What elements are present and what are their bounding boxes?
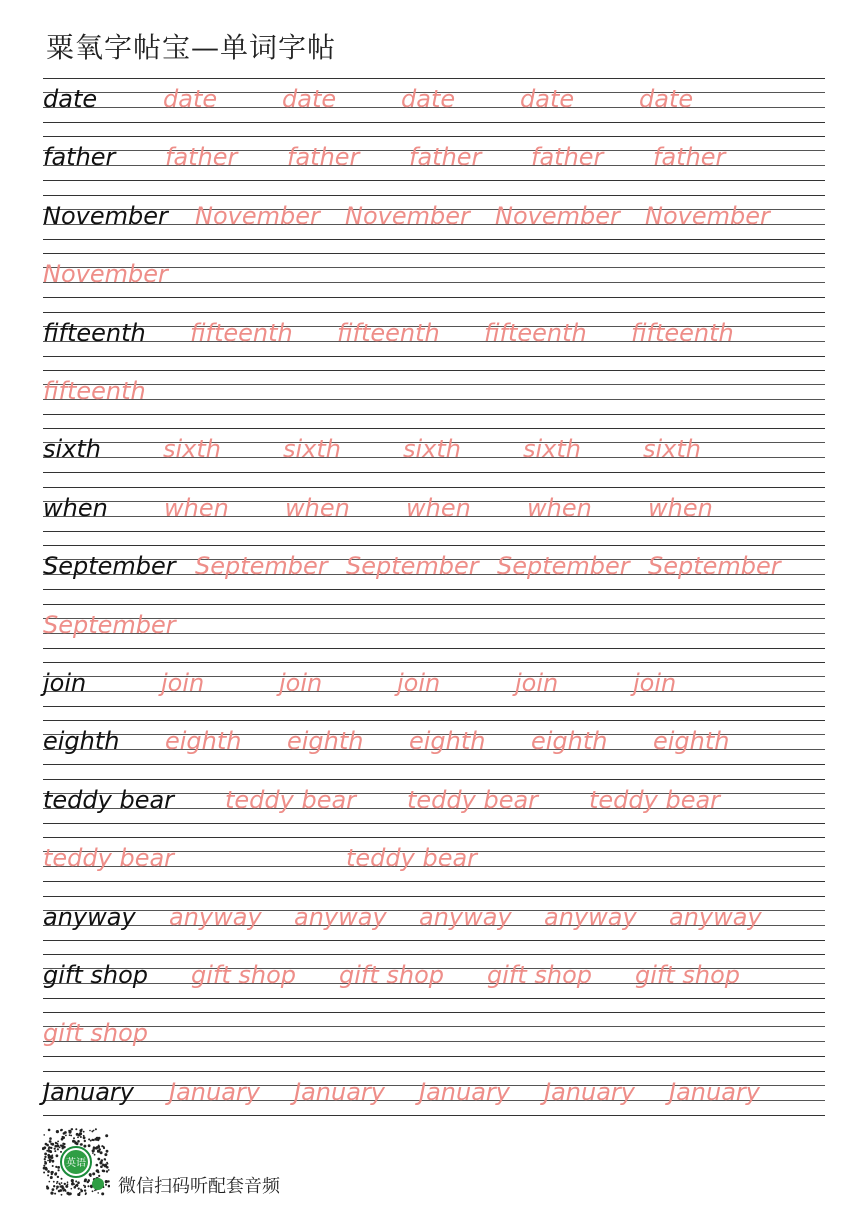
qr-dot <box>85 1193 87 1195</box>
trace-word: November <box>195 201 320 230</box>
qr-dot <box>91 1130 93 1132</box>
qr-dot <box>80 1189 82 1191</box>
ruled-line <box>43 487 825 488</box>
ruled-line <box>43 195 825 196</box>
qr-dot <box>61 1178 63 1180</box>
trace-word: January <box>294 1077 385 1106</box>
qr-dot <box>60 1151 62 1153</box>
qr-dot <box>94 1154 96 1156</box>
trace-word: join <box>515 669 559 697</box>
qr-dot <box>61 1194 63 1196</box>
qr-dot <box>48 1156 51 1159</box>
qr-dot <box>64 1183 66 1185</box>
qr-dot <box>84 1180 86 1182</box>
trace-word: date <box>282 85 337 113</box>
qr-dot <box>101 1159 104 1162</box>
trace-word: sixth <box>163 435 221 464</box>
trace-word: date <box>520 85 575 113</box>
qr-dot <box>76 1185 78 1187</box>
qr-dot <box>99 1161 102 1164</box>
qr-dot <box>92 1149 95 1152</box>
ruled-line <box>43 881 825 882</box>
qr-dot <box>103 1146 105 1148</box>
qr-dot <box>74 1186 77 1189</box>
qr-dot <box>45 1161 47 1163</box>
trace-word: gift shop <box>191 961 297 989</box>
ruled-line <box>43 472 825 473</box>
ruled-line <box>43 136 825 137</box>
qr-dot <box>88 1144 91 1147</box>
qr-dot <box>47 1174 49 1176</box>
qr-dot <box>104 1153 107 1156</box>
qr-dot <box>46 1144 49 1147</box>
qr-dot <box>47 1170 50 1173</box>
qr-dot <box>54 1148 56 1150</box>
practice-row <box>43 662 825 707</box>
qr-dot <box>49 1181 51 1183</box>
ruled-line <box>43 414 825 415</box>
trace-word: fifteenth <box>190 318 293 347</box>
trace-word: gift shop <box>487 961 593 989</box>
ruled-line <box>43 531 825 532</box>
qr-dot <box>100 1151 103 1154</box>
qr-dot <box>83 1145 86 1148</box>
trace-word: father <box>287 143 360 172</box>
qr-dot <box>106 1170 108 1172</box>
qr-dot <box>58 1169 60 1171</box>
qr-dot <box>103 1170 106 1173</box>
qr-dot <box>108 1169 110 1171</box>
trace-word: September <box>346 552 479 581</box>
trace-word: teddy bear <box>43 844 175 873</box>
trace-word: November <box>495 201 620 230</box>
trace-word: January <box>419 1077 510 1106</box>
ruled-line <box>43 764 825 765</box>
qr-dot <box>51 1171 54 1174</box>
practice-row <box>43 487 825 532</box>
practice-row <box>43 779 825 824</box>
trace-word: father <box>409 143 482 172</box>
page-title: 粟氧字帖宝—单词字帖 <box>46 31 337 64</box>
trace-word: sixth <box>643 435 701 464</box>
ruled-line <box>43 706 825 707</box>
model-word: gift shop <box>43 961 149 989</box>
ruled-line <box>43 662 825 663</box>
trace-word: fifteenth <box>337 318 440 347</box>
qr-dot <box>97 1192 99 1194</box>
practice-row <box>43 720 825 765</box>
qr-dot <box>43 1134 45 1136</box>
qr-dot <box>90 1140 92 1142</box>
qr-dot <box>51 1154 53 1156</box>
trace-word: January <box>669 1077 760 1106</box>
qr-dot <box>49 1137 52 1140</box>
trace-word: join <box>633 669 677 697</box>
qr-dot <box>84 1186 86 1188</box>
qr-dot <box>71 1183 74 1186</box>
qr-dot <box>107 1163 109 1165</box>
ruled-line <box>43 837 825 838</box>
qr-dot <box>77 1181 80 1184</box>
trace-word: eighth <box>531 727 608 756</box>
trace-word: father <box>531 143 604 172</box>
qr-dot <box>49 1159 52 1162</box>
trace-word: eighth <box>287 727 364 756</box>
trace-word: join <box>397 669 441 697</box>
trace-word: teddy bear <box>225 785 357 814</box>
trace-word: September <box>497 552 630 581</box>
practice-row <box>43 136 825 181</box>
model-word: November <box>43 201 168 230</box>
qr-dot <box>46 1150 48 1152</box>
qr-dot <box>107 1180 109 1182</box>
qr-dot <box>63 1146 66 1149</box>
ruled-line <box>43 122 825 123</box>
trace-word: father <box>165 143 238 172</box>
trace-word: teddy bear <box>346 844 478 873</box>
qr-dot <box>50 1156 53 1159</box>
qr-dot <box>65 1135 67 1137</box>
trace-word: sixth <box>523 435 581 464</box>
qr-dot <box>56 1181 58 1183</box>
qr-dot <box>50 1150 52 1152</box>
qr-dot <box>50 1176 53 1179</box>
qr-dot <box>105 1159 107 1161</box>
ruled-line <box>43 253 825 254</box>
qr-dot <box>52 1160 55 1163</box>
qr-dot <box>64 1131 67 1134</box>
model-word: sixth <box>43 435 101 464</box>
ruled-line <box>43 384 825 385</box>
trace-word: gift shop <box>339 961 445 989</box>
practice-row <box>43 954 825 999</box>
qr-dot <box>56 1130 59 1133</box>
qr-dot <box>57 1148 59 1150</box>
qr-dot <box>75 1180 77 1182</box>
qr-dot <box>89 1130 91 1132</box>
practice-row <box>43 428 825 473</box>
qr-dot <box>90 1175 92 1177</box>
trace-word: teddy bear <box>589 785 721 814</box>
ruled-line <box>43 823 825 824</box>
ruled-line <box>43 648 825 649</box>
qr-dot <box>96 1164 99 1167</box>
practice-row <box>43 1071 825 1116</box>
qr-dot <box>71 1188 73 1190</box>
trace-word: January <box>544 1077 635 1106</box>
trace-word: September <box>43 610 176 639</box>
qr-dot <box>80 1136 82 1138</box>
qr-dot <box>76 1142 79 1145</box>
qr-dot <box>97 1150 100 1153</box>
trace-word: November <box>645 201 770 230</box>
qr-dot <box>63 1143 65 1145</box>
trace-word: gift shop <box>635 961 741 989</box>
ruled-line <box>43 239 825 240</box>
qr-dot <box>55 1166 57 1168</box>
qr-dot <box>108 1185 110 1188</box>
practice-row <box>43 1012 825 1057</box>
ruled-line <box>43 998 825 999</box>
qr-dot <box>69 1192 72 1195</box>
trace-word: fifteenth <box>631 318 734 347</box>
ruled-line <box>43 1012 825 1013</box>
ruled-line <box>43 779 825 780</box>
qr-dot <box>43 1165 45 1167</box>
qr-dot <box>54 1193 56 1195</box>
qr-dot <box>49 1140 52 1143</box>
ruled-line <box>43 428 825 429</box>
qr-dot <box>71 1179 74 1182</box>
trace-word: join <box>161 669 205 697</box>
qr-dot <box>101 1192 104 1195</box>
qr-dot <box>67 1181 69 1183</box>
trace-word: anyway <box>294 902 387 931</box>
trace-word: father <box>653 143 726 172</box>
qr-dot <box>50 1147 52 1149</box>
trace-word: date <box>163 85 218 113</box>
qr-dot <box>100 1165 103 1168</box>
ruled-line <box>43 954 825 955</box>
qr-dot <box>92 1152 94 1154</box>
qr-dot <box>63 1190 65 1192</box>
qr-dot <box>84 1140 86 1142</box>
trace-word: when <box>164 493 229 522</box>
ruled-line <box>43 940 825 941</box>
qr-dot <box>43 1172 45 1174</box>
trace-word: anyway <box>169 902 262 931</box>
qr-dot <box>92 1172 95 1175</box>
ruled-line <box>43 1026 825 1027</box>
trace-word: sixth <box>403 435 461 464</box>
trace-word: anyway <box>669 902 762 931</box>
ruled-line <box>43 545 825 546</box>
trace-word: join <box>279 669 323 697</box>
qr-dot <box>56 1186 59 1189</box>
qr-dot <box>97 1158 100 1161</box>
qr-dot <box>44 1158 46 1160</box>
qr-dot <box>79 1129 82 1132</box>
qr-dot <box>58 1190 61 1193</box>
ruled-line <box>43 720 825 721</box>
model-word: eighth <box>43 727 120 756</box>
trace-word: when <box>648 493 713 522</box>
qr-dot <box>69 1131 72 1134</box>
trace-word: January <box>169 1077 260 1106</box>
ruled-line <box>43 297 825 298</box>
ruled-line <box>43 180 825 181</box>
footer-caption: 微信扫码听配套音频 <box>118 1176 280 1197</box>
ruled-line <box>43 1115 825 1116</box>
qr-dot <box>60 1129 62 1131</box>
trace-word: when <box>406 493 471 522</box>
qr-dot <box>57 1141 59 1143</box>
ruled-line <box>43 356 825 357</box>
qr-badge-label: 英语 <box>66 1158 86 1169</box>
qr-dot <box>94 1190 96 1192</box>
practice-row <box>43 195 825 240</box>
trace-word: gift shop <box>43 1019 149 1048</box>
trace-word: anyway <box>544 902 637 931</box>
trace-word: date <box>639 85 694 113</box>
qr-dot <box>48 1129 51 1132</box>
qr-dot <box>80 1143 83 1146</box>
qr-dot <box>60 1185 62 1187</box>
qr-dot <box>57 1166 60 1169</box>
practice-row <box>43 78 825 123</box>
model-word: fifteenth <box>43 318 146 347</box>
practice-row <box>43 312 825 357</box>
model-word: join <box>43 669 87 697</box>
trace-word: fifteenth <box>43 377 146 405</box>
qr-dot <box>93 1139 95 1141</box>
qr-dot <box>105 1134 108 1137</box>
qr-dot <box>76 1133 79 1136</box>
qr-dot <box>84 1189 86 1191</box>
qr-dot <box>105 1184 107 1186</box>
qr-dot <box>83 1136 86 1139</box>
trace-word: teddy bear <box>407 785 539 814</box>
qr-dot <box>88 1185 90 1187</box>
practice-row <box>43 545 825 590</box>
trace-word: when <box>285 493 350 522</box>
qr-dot <box>51 1143 54 1146</box>
trace-word: eighth <box>653 727 730 756</box>
qr-dot <box>43 1146 46 1149</box>
model-word: anyway <box>43 902 136 931</box>
qr-dot <box>50 1192 53 1195</box>
qr-code-icon[interactable] <box>42 1128 110 1196</box>
model-word: date <box>43 85 98 113</box>
trace-word: fifteenth <box>484 318 587 347</box>
model-word: father <box>43 143 116 172</box>
qr-dot <box>46 1185 48 1187</box>
qr-dot <box>77 1140 80 1143</box>
model-word: teddy bear <box>43 785 175 814</box>
qr-dot <box>54 1173 57 1176</box>
practice-row <box>43 837 825 882</box>
qr-dot <box>58 1183 60 1185</box>
qr-dot <box>95 1128 97 1130</box>
ruled-line <box>43 312 825 313</box>
qr-dot <box>44 1156 46 1158</box>
qr-dot <box>57 1176 59 1178</box>
qr-dot <box>71 1128 73 1130</box>
qr-dot <box>47 1160 49 1162</box>
qr-dot <box>93 1146 95 1148</box>
qr-dot <box>106 1150 109 1153</box>
trace-word: November <box>345 201 470 230</box>
ruled-line <box>43 370 825 371</box>
qr-dot <box>69 1134 71 1136</box>
qr-dot <box>54 1150 56 1152</box>
qr-dot <box>92 1190 94 1192</box>
practice-row <box>43 253 825 298</box>
trace-word: September <box>195 552 328 581</box>
trace-word: November <box>43 260 168 289</box>
qr-dot <box>73 1137 75 1139</box>
ruled-line <box>43 1056 825 1057</box>
qr-dot <box>55 1142 57 1144</box>
qr-dot <box>75 1128 77 1130</box>
practice-row <box>43 370 825 415</box>
ruled-line <box>43 78 825 79</box>
ruled-line <box>43 399 825 400</box>
trace-word: anyway <box>419 902 512 931</box>
practice-row <box>43 604 825 649</box>
trace-word: September <box>648 552 781 581</box>
qr-dot <box>44 1153 47 1156</box>
qr-dot <box>53 1181 55 1183</box>
trace-word: sixth <box>283 435 341 464</box>
ruled-line <box>43 604 825 605</box>
qr-dot <box>78 1188 80 1190</box>
qr-dot <box>56 1154 59 1157</box>
qr-dot <box>52 1165 54 1167</box>
practice-row <box>43 896 825 941</box>
qr-dot <box>43 1167 46 1170</box>
footer <box>42 1128 442 1198</box>
qr-dot <box>98 1147 100 1149</box>
model-word: when <box>43 493 108 522</box>
trace-word: eighth <box>165 727 242 756</box>
qr-dot <box>61 1138 63 1140</box>
ruled-line <box>43 1071 825 1072</box>
qr-dot <box>97 1171 99 1173</box>
trace-word: when <box>527 493 592 522</box>
ruled-line <box>43 896 825 897</box>
qr-dot <box>83 1185 85 1187</box>
qr-dot <box>87 1181 89 1183</box>
trace-word: date <box>401 85 456 113</box>
qr-dot <box>98 1175 100 1177</box>
qr-dot <box>70 1135 72 1137</box>
ruled-line <box>43 1041 825 1042</box>
trace-word: eighth <box>409 727 486 756</box>
qr-dot <box>53 1185 55 1187</box>
qr-dot <box>77 1136 79 1138</box>
qr-dot <box>105 1165 107 1167</box>
qr-dot <box>88 1139 90 1141</box>
qr-dot <box>54 1145 57 1148</box>
ruled-line <box>43 589 825 590</box>
qr-dot <box>98 1137 101 1140</box>
qr-dot <box>52 1188 55 1191</box>
qr-dot <box>65 1185 68 1188</box>
model-word: September <box>43 552 176 581</box>
qr-dot <box>83 1131 85 1133</box>
model-word: January <box>43 1077 134 1106</box>
qr-dot <box>61 1182 63 1184</box>
